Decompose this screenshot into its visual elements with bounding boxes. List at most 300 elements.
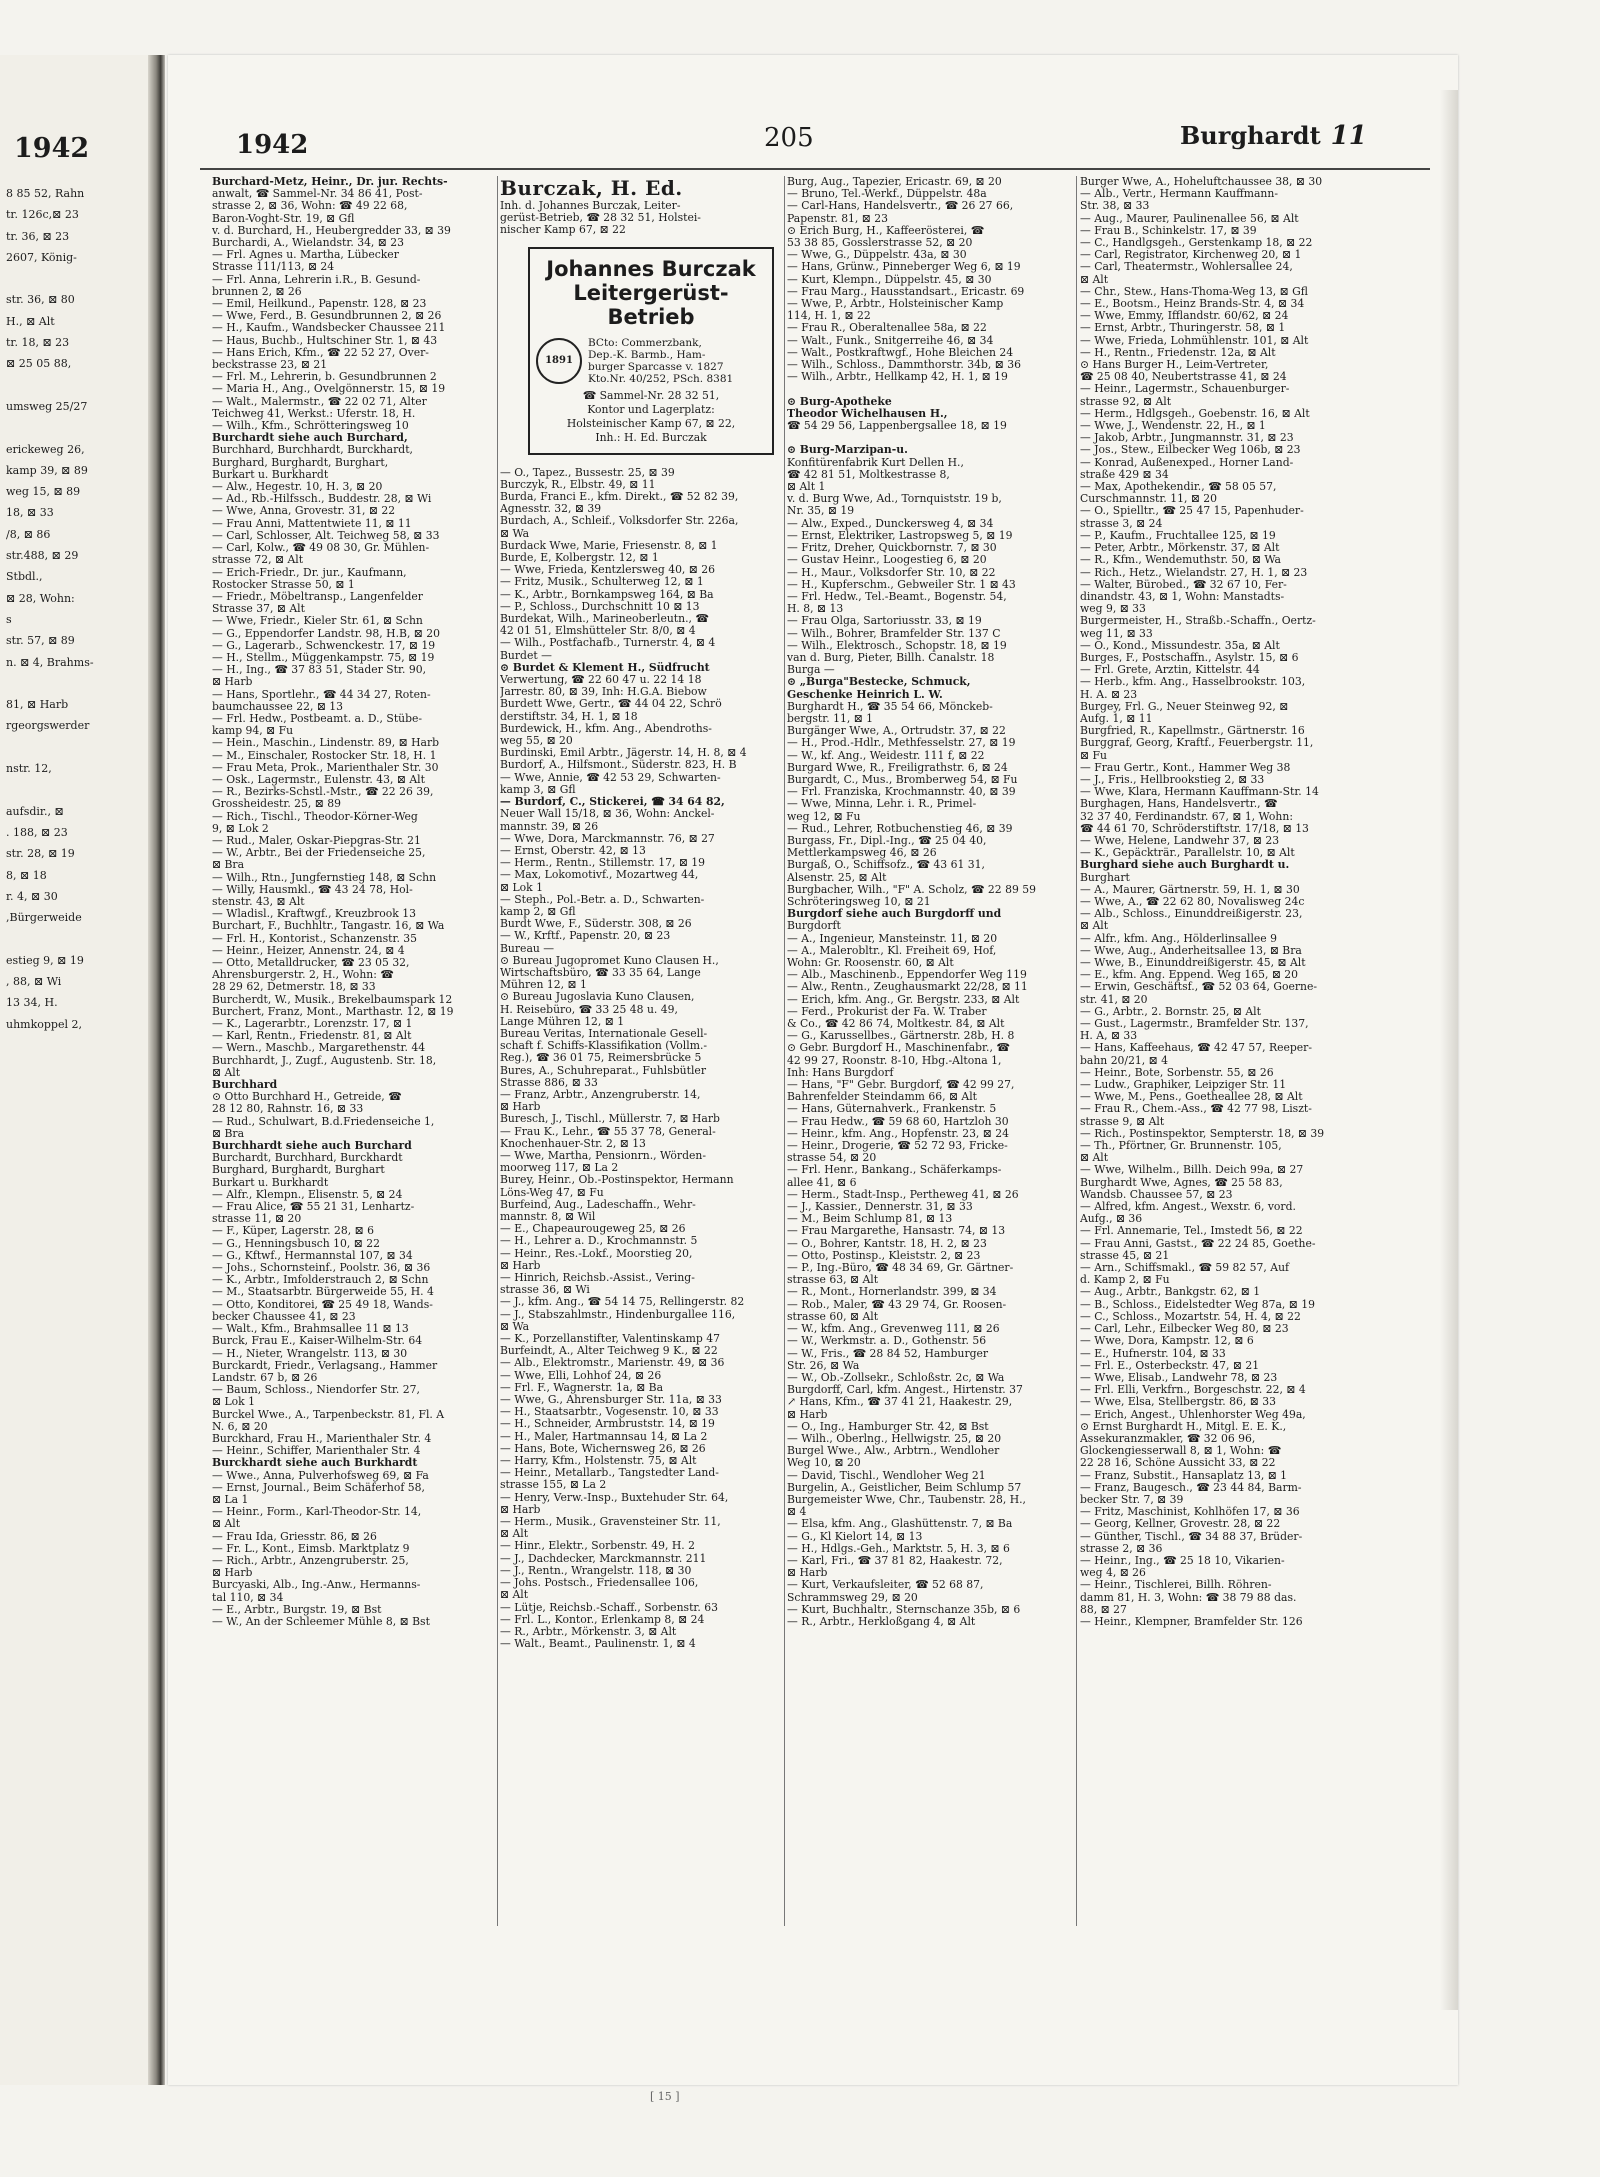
directory-entry-line: 28 29 62, Detmerstr. 18, ⊠ 33 [212, 981, 376, 994]
directory-entry-line: — Hinrich, Reichsb.-Assist., Vering- [500, 1272, 695, 1285]
directory-entry-line: Burchardi, A., Wielandstr. 34, ⊠ 23 [212, 237, 405, 250]
directory-entry-line: — Wwe, G., Düppelstr. 43a, ⊠ 30 [787, 249, 967, 262]
directory-entry-line: strasse 11, ⊠ 20 [212, 1213, 302, 1226]
directory-entry-line: Burgbacher, Wilh., "F" A. Scholz, ☎ 22 89 59 [787, 883, 1036, 896]
directory-entry-line: 53 38 85, Gosslerstrasse 52, ⊠ 20 [787, 237, 973, 250]
directory-entry-line: Wirtschaftsbüro, ☎ 33 35 64, Lange [500, 966, 701, 979]
ad-phone: ☎ Sammel-Nr. 28 32 51, [582, 388, 720, 402]
directory-entry-line: Burfeindt, A., Alter Teichweg 9 K., ⊠ 22 [500, 1345, 718, 1358]
directory-entry-line: Burckhardt siehe auch Burkhardt [212, 1457, 418, 1470]
directory-entry-line: — Kurt, Buchhaltr., Sternschanze 35b, ⊠ 6 [787, 1603, 1021, 1616]
directory-entry-line: Burckardt, Friedr., Verlagsang., Hammer [212, 1359, 438, 1372]
directory-entry-line: — H., Rentn., Friedenstr. 12a, ⊠ Alt [1080, 346, 1276, 359]
directory-entry-line: — Otto, Postinsp., Kleiststr. 2, ⊠ 23 [787, 1249, 981, 1262]
directory-entry-line: kamp 39, ⊠ 89 [6, 463, 88, 477]
directory-entry-line: — Otto, Metalldrucker, ☎ 23 05 32, [212, 957, 410, 969]
directory-entry-line: — Th., Pförtner, Gr. Brunnenstr. 105, [1080, 1140, 1282, 1153]
directory-entry-line: Burchardt siehe auch Burchard, [212, 432, 408, 445]
directory-entry-line: — P., Schloss., Durchschnitt 10 ⊠ 13 [500, 600, 700, 613]
directory-entry-line: ⊠ Alt 1 [787, 481, 826, 494]
directory-entry-line: Burgardt, C., Mus., Bromberweg 54, ⊠ Fu [787, 773, 1018, 786]
directory-entry-line: Verwertung, ☎ 22 60 47 u. 22 14 18 [500, 674, 702, 687]
directory-entry-line: — Wilh., Arbtr., Hellkamp 42, H. 1, ⊠ 19 [787, 371, 1008, 384]
directory-entry-line: ⊠ Bra [212, 859, 245, 872]
directory-entry-line: — Wilh., Kfm., Schrötteringsweg 10 [212, 420, 409, 433]
directory-entry-line: — Wwe, Frieda, Lohmühlenstr. 101, ⊠ Alt [1080, 334, 1309, 347]
directory-entry-line: — H., Kaufm., Wandsbecker Chaussee 211 [212, 322, 446, 335]
directory-entry-line: — Alw., Rentn., Zeughausmarkt 22/28, ⊠ 11 [787, 981, 1028, 994]
directory-entry-line: — F., Küper, Lagerstr. 28, ⊠ 6 [212, 1225, 374, 1238]
directory-entry-line: strasse 45, ⊠ 21 [1080, 1249, 1170, 1262]
header-year: 1942 [236, 130, 309, 160]
directory-entry-line: — Frau Alice, ☎ 55 21 31, Lenhartz- [212, 1201, 415, 1214]
directory-entry-line: — G., Kl Kielort 14, ⊠ 13 [787, 1530, 923, 1543]
directory-entry-line: — Osk., Lagermstr., Eulenstr. 43, ⊠ Alt [212, 773, 425, 786]
directory-entry-line: ⊙ Otto Burchhard H., Getreide, ☎ [212, 1091, 402, 1104]
directory-entry-line: 81, ⊠ Harb [6, 698, 69, 712]
directory-entry-line: ⊠ Alt [212, 1066, 241, 1079]
directory-entry-line: ⊙ Burg-Marzipan-u. [787, 444, 908, 457]
directory-entry-line: — Rob., Maler, ☎ 43 29 74, Gr. Roosen- [787, 1298, 1007, 1311]
directory-entry-line: — Ad., Rb.-Hilfssch., Buddestr. 28, ⊠ Wi [212, 493, 432, 506]
directory-entry-line: ⊠ Harb [787, 1408, 828, 1421]
directory-entry-line: — Wilh., Bohrer, Bramfelder Str. 137 C [787, 627, 1001, 640]
directory-entry-line: — Heinr., kfm. Ang., Hopfenstr. 23, ⊠ 24 [787, 1127, 1010, 1140]
directory-entry-line: — J., kfm. Ang., ☎ 54 14 75, Rellingerstr. 82 [500, 1296, 745, 1309]
directory-entry-line: — J., Rentn., Wrangelstr. 118, ⊠ 30 [500, 1564, 692, 1577]
directory-entry-line: Burdorf, A., Hilfsmont., Süderstr. 823, H. B [500, 759, 737, 772]
directory-entry-line: — A., Ingenieur, Mansteinstr. 11, ⊠ 20 [787, 932, 998, 945]
directory-entry-line: — K., Arbtr., Imfolderstrauch 2, ⊠ Schn [212, 1274, 429, 1287]
directory-entry-line: — Arn., Schiffsmakl., ☎ 59 82 57, Auf [1080, 1262, 1290, 1275]
directory-entry-line: — G., Henningsbusch 10, ⊠ 22 [212, 1237, 380, 1250]
directory-entry-line: — Georg, Kellner, Grovestr. 28, ⊠ 22 [1080, 1518, 1281, 1531]
directory-entry-line: — Frau Margarethe, Hansastr. 74, ⊠ 13 [787, 1225, 1006, 1238]
directory-entry-line: weg 12, ⊠ Fu [787, 810, 861, 823]
directory-entry-line: bergstr. 11, ⊠ 1 [787, 712, 874, 725]
directory-entry-line: N. 6, ⊠ 20 [212, 1420, 268, 1433]
directory-entry-line: — Aug., Arbtr., Bankgstr. 62, ⊠ 1 [1080, 1286, 1261, 1299]
directory-entry-line: — R., Bezirks-Schstl.-Mstr., ☎ 22 26 39, [212, 786, 434, 799]
directory-entry-line: brunnen 2, ⊠ 26 [212, 285, 302, 298]
directory-entry-line: bahn 20/21, ⊠ 4 [1080, 1054, 1169, 1067]
directory-entry-line: ⊠ Harb [500, 1503, 541, 1516]
directory-entry-line: — Wwe, Aug., Anderheitsallee 13, ⊠ Bra [1080, 944, 1302, 957]
directory-entry-line: Burcherdt, W., Musik., Brekelbaumspark 12 [212, 993, 453, 1006]
directory-entry-line: Aufg. 1, ⊠ 11 [1080, 712, 1153, 725]
directory-entry-line: becker Chaussee 41, ⊠ 23 [212, 1310, 356, 1323]
directory-entry-line: ⊠ Alt [1080, 273, 1109, 286]
directory-entry-line: ⊠ Alt [500, 1528, 529, 1541]
ad-bank-line: BCto: Commerzbank, [588, 336, 702, 349]
ad-bank-line: Kto.Nr. 40/252, PSch. 8381 [588, 372, 734, 385]
directory-entry-line: — Rud., Schulwart, B.d.Friedenseiche 1, [212, 1115, 435, 1128]
directory-entry-line: ⊠ Alt [500, 1589, 529, 1602]
directory-entry-line: — Johs., Schornsteinf., Poolstr. 36, ⊠ 36 [212, 1262, 431, 1275]
directory-entry-line: Burcyaski, Alb., Ing.-Anw., Hermanns- [212, 1579, 421, 1592]
directory-entry-line: ⊙ Hans Burger H., Leim-Vertreter, [1080, 359, 1269, 372]
directory-entry-line: ⊠ Wa [500, 1320, 530, 1333]
directory-entry-line: — Frl. Agnes u. Martha, Lübecker [212, 249, 399, 262]
directory-entry-line: Konfitürenfabrik Kurt Dellen H., [787, 456, 964, 469]
directory-entry-line: — M., Staatsarbtr. Bürgerweide 55, H. 4 [212, 1286, 434, 1299]
directory-entry-line: Mettlerkampsweg 46, ⊠ 26 [787, 847, 937, 860]
directory-entry-line: — Fr. L., Kont., Eimsb. Marktplatz 9 [212, 1542, 410, 1555]
directory-entry-line: — Hans, Güternahverk., Frankenstr. 5 [787, 1103, 997, 1116]
directory-entry-line: Burchart, F., Buchhltr., Tangastr. 16, ⊠ Wa [212, 920, 445, 933]
directory-entry-line: tr. 18, ⊠ 23 [6, 336, 70, 350]
directory-entry-line: — Hans, Sportlehr., ☎ 44 34 27, Roten- [212, 688, 431, 701]
directory-entry-line: Landstr. 67 b, ⊠ 26 [212, 1371, 318, 1384]
directory-entry-line: str.488, ⊠ 29 [6, 549, 79, 563]
directory-entry-line: — Heinr., Lagermstr., Schauenburger- [1080, 383, 1290, 396]
directory-entry-line: — Heinr., Metallarb., Tangstedter Land- [500, 1467, 719, 1480]
column-divider [1076, 176, 1077, 1926]
directory-entry-line: — Wern., Maschb., Margarethenstr. 44 [212, 1042, 426, 1055]
directory-entry-line: — R., Arbtr., Mörkenstr. 3, ⊠ Alt [500, 1625, 677, 1638]
directory-entry-line: — Walt., Funk., Snitgerreihe 46, ⊠ 34 [787, 334, 994, 347]
directory-entry-line: — Fritz, Maschinist, Kohlhöfen 17, ⊠ 36 [1080, 1506, 1300, 1519]
running-title [1180, 121, 1367, 151]
directory-entry-line: — Hinr., Elektr., Sorbenstr. 49, H. 2 [500, 1540, 695, 1553]
directory-entry-line: — A., Malerobltr., Kl. Freiheit 69, Hof, [787, 944, 997, 957]
directory-entry-line: 22 28 16, Schöne Aussicht 33, ⊠ 22 [1080, 1457, 1276, 1470]
directory-entry-line: Strasse 37, ⊠ Alt [212, 603, 305, 616]
directory-entry-line: — C., Handlgsgeh., Gerstenkamp 18, ⊠ 22 [1080, 237, 1313, 250]
directory-entry-line: Burfeind, Aug., Ladeschaffn., Wehr- [500, 1198, 696, 1211]
directory-entry-line: — Walt., Kfm., Brahmsallee 11 ⊠ 13 [212, 1323, 409, 1336]
directory-entry-line: Mühren 12, ⊠ 1 [500, 979, 587, 992]
directory-entry-line: Burckhard, Frau H., Marienthaler Str. 4 [212, 1432, 432, 1445]
directory-entry-line: rgeorgswerder [6, 719, 90, 733]
directory-entry-line: — Wwe, Martha, Pensionrn., Wörden- [500, 1149, 706, 1162]
previous-page-year: 1942 [14, 133, 90, 164]
directory-entry-line: Burgemeister Wwe, Chr., Taubenstr. 28, H., [787, 1493, 1026, 1506]
directory-entry-line: Burdt Wwe, F., Süderstr. 308, ⊠ 26 [500, 918, 692, 931]
directory-entry-line: — Franz, Arbtr., Anzengruberstr. 14, [500, 1088, 701, 1101]
directory-entry-line: — Frl. E., Osterbeckstr. 47, ⊠ 21 [1080, 1359, 1260, 1372]
directory-entry-line: — Wwe, Emmy, Ifflandstr. 60/62, ⊠ 24 [1080, 310, 1289, 323]
directory-entry-line: ⊠ Alt [212, 1518, 241, 1531]
directory-entry-line: Burggraf, Georg, Kraftf., Feuerbergstr. 11, [1080, 737, 1314, 750]
directory-entry-line: — Frl. Hedw., Postbeamt. a. D., Stübe- [212, 712, 423, 725]
directory-entry-line: ☎ 44 61 70, Schröderstiftstr. 17/18, ⊠ 13 [1080, 822, 1309, 835]
directory-entry-line: strasse 3, ⊠ 24 [1080, 517, 1163, 530]
directory-entry-line: str. 28, ⊠ 19 [6, 847, 75, 861]
column-4 [1080, 176, 1368, 1628]
directory-entry-line: — Hein., Maschin., Lindenstr. 89, ⊠ Harb [212, 737, 440, 750]
directory-entry-line: — Alb., Vertr., Hermann Kauffmann- [1080, 188, 1278, 201]
directory-entry-line: Bureau — [500, 942, 555, 955]
directory-entry-line: — Frl. Hedw., Tel.-Beamt., Bogenstr. 54, [787, 590, 1007, 603]
directory-entry-line: — H., Hdlgs.-Geh., Marktstr. 5, H. 3, ⊠ 6 [787, 1542, 1010, 1555]
directory-entry-line: 8, ⊠ 18 [6, 868, 47, 882]
ad-company-trade: Leitergerüst-Betrieb [573, 280, 729, 329]
directory-entry-line: Agnesstr. 32, ⊠ 39 [500, 503, 602, 516]
directory-entry-line: Str. 26, ⊠ Wa [787, 1359, 860, 1372]
directory-entry-line: — G., Karussellbes., Gärtnerstr. 28b, H. 8 [787, 1030, 1015, 1043]
directory-entry-line: derstiftstr. 34, H. 1, ⊠ 18 [500, 710, 638, 723]
directory-entry-line: schaft f. Schiffs-Klassifikation (Vollm.- [500, 1040, 708, 1053]
directory-entry-line: tr. 36, ⊠ 23 [6, 229, 70, 243]
directory-entry-line: Burdinski, Emil Arbtr., Jägerstr. 14, H. 8, ⊠ 4 [500, 747, 747, 760]
directory-entry-line: — Frl. F., Wagnerstr. 1a, ⊠ Ba [500, 1381, 664, 1394]
directory-entry-line: — P., Kaufm., Fruchtallee 125, ⊠ 19 [1080, 529, 1276, 542]
directory-entry-line: Str. 38, ⊠ 33 [1080, 200, 1150, 213]
directory-entry-line: — W., kfm. Ang., Grevenweg 111, ⊠ 26 [787, 1323, 1000, 1336]
directory-entry-line: — Alw., Hegestr. 10, H. 3, ⊠ 20 [212, 481, 383, 494]
directory-entry-line: /8, ⊠ 86 [6, 527, 51, 541]
directory-entry-line: Assekuranzmakler, ☎ 32 06 96, [1080, 1432, 1256, 1445]
directory-entry-line [6, 737, 146, 758]
ad-bank-line: burger Sparcasse v. 1827 [588, 360, 724, 373]
directory-entry-line: Burczyk, R., Elbstr. 49, ⊠ 11 [500, 478, 656, 491]
directory-entry-line: H. Reisebüro, ☎ 33 25 48 u. 49, [500, 1003, 678, 1016]
directory-entry-line: — E., Arbtr., Burgstr. 19, ⊠ Bst [212, 1603, 382, 1616]
directory-entry-line: — Aug., Maurer, Paulinenallee 56, ⊠ Alt [1080, 212, 1299, 225]
directory-entry-line: — Heinr., Form., Karl-Theodor-Str. 14, [212, 1506, 422, 1519]
directory-entry-line: — Wwe, Anna, Grovestr. 31, ⊠ 22 [212, 505, 396, 518]
directory-entry-line: nstr. 12, [6, 762, 52, 776]
directory-entry-line: — Ernst, Journal., Beim Schäferhof 58, [212, 1481, 425, 1494]
directory-entry-line: — Wwe, B., Einunddreißigerstr. 45, ⊠ Alt [1080, 957, 1306, 969]
directory-entry-line: 28 12 80, Rahnstr. 16, ⊠ 33 [212, 1103, 364, 1116]
directory-entry-line: — Herb., kfm. Ang., Hasselbrookstr. 103, [1080, 676, 1306, 689]
directory-entry-line: — K., Porzellanstifter, Valentinskamp 47 [500, 1333, 720, 1346]
directory-entry-line: — W., An der Schleemer Mühle 8, ⊠ Bst [212, 1615, 430, 1628]
directory-entry-line: Schröteringsweg 10, ⊠ 21 [787, 895, 931, 908]
directory-entry-line: weg 11, ⊠ 33 [1080, 627, 1153, 640]
ad-owner: Inh.: H. Ed. Burczak [595, 430, 707, 444]
directory-entry-line: Wandsb. Chaussee 57, ⊠ 23 [1080, 1188, 1233, 1201]
directory-entry-line: v. d. Burg Wwe, Ad., Tornquiststr. 19 b, [787, 493, 1002, 506]
directory-entry-line: — Wwe, Dora, Kampstr. 12, ⊠ 6 [1080, 1335, 1254, 1348]
directory-entry-line: Baron-Voght-Str. 19, ⊠ Gfl [212, 212, 355, 225]
ad-seal-year: 1891 [545, 354, 573, 366]
directory-entry-line: — Walter, Bürobed., ☎ 32 67 10, Fer- [1080, 578, 1287, 591]
directory-entry-line: — O., Kond., Missundestr. 35a, ⊠ Alt [1080, 639, 1280, 652]
directory-entry-line: — Rud., Lehrer, Rotbuchenstieg 46, ⊠ 39 [787, 822, 1013, 835]
directory-entry-line: ⊠ Alt [1080, 920, 1109, 933]
directory-entry-line: Burkart u. Burkhardt [212, 468, 329, 481]
directory-entry-line: Burg, Aug., Tapezier, Ericastr. 69, ⊠ 20 [787, 176, 1002, 188]
directory-entry-line: — Karl, Fri., ☎ 37 81 82, Haakestr. 72, [787, 1554, 1003, 1567]
directory-entry-line: — R., Kfm., Wendemuthstr. 50, ⊠ Wa [1080, 554, 1281, 567]
directory-entry-line: estieg 9, ⊠ 19 [6, 953, 84, 967]
directory-entry-line: Burghard siehe auch Burghardt u. [1080, 859, 1290, 872]
directory-entry-line: — Fritz, Dreher, Quickbornstr. 7, ⊠ 30 [787, 542, 997, 555]
directory-entry-line: — C., Schloss., Mozartstr. 54, H. 4, ⊠ 22 [1080, 1310, 1301, 1323]
directory-entry-line: strasse 60, ⊠ Alt [787, 1310, 879, 1323]
directory-entry-line: — W., Fris., ☎ 28 84 52, Hamburger [787, 1347, 989, 1360]
directory-entry-line: weg 55, ⊠ 20 [500, 735, 573, 748]
directory-entry-line: str. 41, ⊠ 20 [1080, 993, 1148, 1006]
directory-entry-line: — Wwe, Elisab., Landwehr 78, ⊠ 23 [1080, 1371, 1278, 1384]
directory-entry-line: — Henry, Verw.-Insp., Buxtehuder Str. 64, [500, 1491, 729, 1504]
directory-entry-line: Löns-Weg 47, ⊠ Fu [500, 1186, 604, 1199]
directory-entry-line: — J., Stabszahlmstr., Hindenburgallee 116, [500, 1308, 736, 1321]
directory-entry-line: Burgey, Frl. G., Neuer Steinweg 92, ⊠ [1080, 700, 1289, 713]
directory-entry-line: — Hans Erich, Kfm., ☎ 22 52 27, Over- [212, 346, 429, 359]
directory-entry-line: strasse 36, ⊠ Wi [500, 1284, 590, 1297]
directory-entry-line: ⊠ Wa [500, 527, 530, 540]
directory-entry-line: — W., kf. Ang., Weidestr. 111 f, ⊠ 22 [787, 749, 985, 762]
directory-entry-line: — Frl. L., Kontor., Erlenkamp 8, ⊠ 24 [500, 1613, 705, 1626]
directory-entry-line: Burgdorff, Carl, kfm. Angest., Hirtenstr. 37 [787, 1384, 1023, 1397]
directory-entry-line: Strasse 886, ⊠ 33 [500, 1076, 598, 1089]
directory-entry-line: — M., Einschaler, Rostocker Str. 18, H. 1 [212, 749, 437, 762]
directory-entry-line: — Konrad, Außenexped., Horner Land- [1080, 456, 1294, 469]
directory-entry-line: strasse 92, ⊠ Alt [1080, 395, 1172, 408]
directory-entry-line: Burchert, Franz, Mont., Marthastr. 12, ⊠ 19 [212, 1005, 454, 1018]
directory-entry-line: — K., Arbtr., Bornkampsweg 164, ⊠ Ba [500, 588, 714, 601]
directory-entry-line: Burda, Franci E., kfm. Direkt., ☎ 52 82 39, [500, 491, 739, 504]
directory-entry-line: — Walt., Beamt., Paulinenstr. 1, ⊠ 4 [500, 1638, 696, 1651]
directory-entry-line: — Heinr., Res.-Lokf., Moorstieg 20, [500, 1247, 693, 1260]
directory-entry-line: 2607, König- [6, 250, 77, 264]
directory-entry-line: — Frl. Grete, Arztin, Kittelstr. 44 [1080, 664, 1260, 677]
directory-entry-line: Burckel Wwe., A., Tarpenbeckstr. 81, Fl. A [212, 1408, 445, 1421]
directory-entry-line: — Heinr., Bote, Sorbenstr. 55, ⊠ 26 [1080, 1066, 1274, 1079]
ad-bank-line: Dep.-K. Barmb., Ham- [588, 348, 706, 361]
directory-entry-line: — Günther, Tischl., ☎ 34 88 37, Brüder- [1080, 1530, 1303, 1543]
directory-entry-line: — Johs. Postsch., Friedensallee 106, [500, 1577, 699, 1590]
page-edge-shadow [1440, 90, 1458, 2010]
directory-entry-line: Burdewick, H., kfm. Ang., Abendroths- [500, 722, 712, 735]
directory-entry-line: — Walt., Postkraftwgf., Hohe Bleichen 24 [787, 346, 1014, 359]
directory-entry-line: — Otto, Konditorei, ☎ 25 49 18, Wands- [212, 1298, 433, 1311]
directory-entry-line: Reg.), ☎ 36 01 75, Reimersbrücke 5 [500, 1052, 702, 1065]
directory-entry-line: ⊠ Alt [1080, 1152, 1109, 1165]
directory-entry-line: — Wilh., Postfachafb., Turnerstr. 4, ⊠ 4 [500, 637, 716, 650]
directory-entry-line: — Frau K., Lehr., ☎ 55 37 78, General- [500, 1125, 716, 1138]
advertisement-box [528, 247, 774, 455]
directory-entry-line: — A., Maurer, Gärtnerstr. 59, H. 1, ⊠ 30 [1080, 883, 1300, 896]
directory-entry-line: — J., Fris., Hellbrookstieg 2, ⊠ 33 [1080, 773, 1265, 786]
directory-entry-line: — Frau Anni, Mattentwiete 11, ⊠ 11 [212, 517, 412, 530]
directory-entry-line: — Alb., Elektromstr., Marienstr. 49, ⊠ 36 [500, 1357, 725, 1370]
directory-entry-line: — Wwe, Frieda, Kentzlersweg 40, ⊠ 26 [500, 564, 716, 577]
directory-entry-line: Theodor Wichelhausen H., [787, 407, 948, 420]
directory-entry-line: Burey, Heinr., Ob.-Postinspektor, Hermann [500, 1174, 734, 1187]
directory-entry-line: — Wwe, Elsa, Stellbergstr. 86, ⊠ 33 [1080, 1396, 1276, 1409]
directory-entry-line: — H., Ing., ☎ 37 83 51, Stader Str. 90, [212, 664, 427, 677]
directory-entry-line: — Frl. Anna, Lehrerin i.R., B. Gesund- [212, 273, 421, 286]
directory-entry-line: — Wwe, Annie, ☎ 42 53 29, Schwarten- [500, 771, 721, 784]
directory-entry-line: — G., Arbtr., 2. Bornstr. 25, ⊠ Alt [1080, 1005, 1261, 1018]
directory-entry-line: — Walt., Malermstr., ☎ 22 02 71, Alter [212, 395, 427, 408]
column-2 [500, 176, 785, 1650]
directory-entry-line: — O., Tapez., Bussestr. 25, ⊠ 39 [500, 466, 675, 479]
directory-entry-line: anwalt, ☎ Sammel-Nr. 34 86 41, Post- [212, 188, 423, 201]
directory-entry-line: — Wwe, Friedr., Kieler Str. 61, ⊠ Schn [212, 615, 423, 628]
directory-entry-line [787, 432, 1071, 444]
directory-entry-line: — M., Beim Schlump 81, ⊠ 13 [787, 1213, 953, 1226]
directory-entry-line: ⊠ Lok 1 [500, 881, 543, 894]
directory-entry-line: — Ernst, Elektriker, Lastropsweg 5, ⊠ 19 [787, 529, 1013, 542]
ad-body [536, 337, 766, 385]
directory-entry-line: — Erich, Angest., Uhlenhorster Weg 49a, [1080, 1408, 1306, 1421]
directory-entry-line: — Herm., Rentn., Stillemstr. 17, ⊠ 19 [500, 857, 706, 870]
directory-entry-line: — H., Kupferschm., Gebweiler Str. 1 ⊠ 43 [787, 578, 1016, 591]
directory-entry-line: Bures, A., Schuhreparat., Fuhlsbütler [500, 1064, 706, 1077]
directory-entry-line: — Wwe, P., Arbtr., Holsteinischer Kamp [787, 298, 1004, 311]
directory-entry-line: — W., Krftf., Papenstr. 20, ⊠ 23 [500, 930, 671, 943]
directory-entry-line [6, 417, 146, 438]
directory-entry-line: stenstr. 43, ⊠ Alt [212, 895, 305, 908]
directory-entry-line: — Heinr., Klempner, Bramfelder Str. 126 [1080, 1615, 1303, 1628]
directory-entry-line: ⊠ La 1 [212, 1493, 249, 1506]
directory-entry-line: — W., Ob.-Zollsekr., Schloßstr. 2c, ⊠ Wa [787, 1371, 1005, 1384]
directory-entry-line: becker Str. 7, ⊠ 39 [1080, 1493, 1184, 1506]
directory-entry-line: dinandstr. 43, ⊠ 1, Wohn: Manstadts- [1080, 590, 1285, 603]
directory-entry-line: — Frau Meta, Prok., Marienthaler Str. 30 [212, 761, 439, 774]
directory-entry-line: — Hans, Kaffeehaus, ☎ 42 47 57, Reeper- [1080, 1042, 1312, 1055]
directory-entry-line: Burgaß, O., Schiffsofz., ☎ 43 61 31, [787, 859, 985, 872]
directory-entry-line: — Max, Lokomotivf., Mozartweg 44, [500, 869, 699, 882]
directory-entry-line: — Kurt, Verkaufsleiter, ☎ 52 68 87, [787, 1579, 984, 1592]
directory-entry-line: — R., Mont., Hornerlandstr. 399, ⊠ 34 [787, 1286, 997, 1299]
directory-entry-line: allee 41, ⊠ 6 [787, 1176, 857, 1189]
directory-entry-line: — Wwe, Helene, Landwehr 37, ⊠ 23 [1080, 834, 1280, 847]
directory-entry-line: ⊠ 4 [787, 1506, 807, 1519]
directory-entry-line: — Frau Olga, Sartoriusstr. 33, ⊠ 19 [787, 615, 982, 628]
directory-entry-line: ⊙ „Burga"Bestecke, Schmuck, [787, 676, 971, 689]
directory-entry-line: — K., Lagerarbtr., Lorenzstr. 17, ⊠ 1 [212, 1018, 413, 1031]
directory-entry-line: Burga — [787, 664, 835, 677]
directory-entry-line: — Herm., Musik., Gravensteiner Str. 11, [500, 1516, 721, 1529]
directory-entry-line: Stbdl., [6, 570, 43, 584]
directory-entry-line: strasse 54, ⊠ 20 [787, 1152, 877, 1165]
directory-entry-line: — Wwe, Klara, Hermann Kauffmann-Str. 14 [1080, 786, 1319, 799]
directory-entry-line: ⊠ Fu [1080, 749, 1107, 762]
directory-entry-line: — Wwe, Elli, Lohhof 24, ⊠ 26 [500, 1369, 662, 1382]
directory-entry-line: — Carl, Theatermstr., Wohlersallee 24, [1080, 261, 1293, 274]
directory-entry-line: Geschenke Heinrich L. W. [787, 688, 943, 701]
directory-entry-line: — Erwin, Geschäftsf., ☎ 52 03 64, Goerne- [1080, 981, 1318, 994]
directory-entry-line: ⊠ Harb [212, 676, 253, 689]
directory-entry-line: Burgass, Fr., Dipl.-Ing., ☎ 25 04 40, [787, 834, 987, 847]
directory-entry-line: — Lütje, Reichsb.-Schaff., Sorbenstr. 63 [500, 1601, 718, 1614]
directory-entry-line [6, 268, 146, 289]
directory-entry-line: — Heinr., Tischlerei, Billh. Röhren- [1080, 1579, 1272, 1592]
directory-entry-line: — K., Gepäckträr., Parallelstr. 10, ⊠ Alt [1080, 847, 1295, 860]
directory-entry-line: — Wwe, Dora, Marckmannstr. 76, ⊠ 27 [500, 832, 715, 845]
directory-entry-line: Burghard, Burghardt, Burghart [212, 1164, 385, 1177]
directory-entry-line: kamp 3, ⊠ Gfl [500, 783, 576, 796]
directory-entry-line: — Carl, Kolw., ☎ 49 08 30, Gr. Mühlen- [212, 542, 430, 555]
directory-entry-line: Burghagen, Hans, Handelsvertr., ☎ [1080, 798, 1278, 811]
directory-entry-line: — Frl. Elli, Verkfrn., Borgeschstr. 22, ⊠ 4 [1080, 1384, 1306, 1397]
directory-entry-line: — Harry, Kfm., Holstenstr. 75, ⊠ Alt [500, 1455, 697, 1468]
directory-entry-line: — Alb., Maschinenb., Eppendorfer Weg 119 [787, 969, 1027, 982]
directory-entry-line: & Co., ☎ 42 86 74, Moltkestr. 84, ⊠ Alt [787, 1018, 1005, 1031]
directory-entry-line: — Alfr., kfm. Ang., Hölderlinsallee 9 [1080, 932, 1278, 945]
directory-entry-line: — Alfred, kfm. Angest., Wexstr. 6, vord. [1080, 1201, 1296, 1214]
directory-entry-line: — G., Eppendorfer Landstr. 98, H.B, ⊠ 20 [212, 627, 441, 640]
directory-entry-line: — W., Werkmstr. a. D., Gothenstr. 56 [787, 1335, 987, 1348]
directory-entry-line: Burchardt, Burchhard, Burckhardt [212, 1152, 403, 1165]
directory-entry-line: Burgermeister, H., Straßb.-Schaffn., Oertz- [1080, 615, 1316, 628]
directory-entry-line: Burdack Wwe, Marie, Friesenstr. 8, ⊠ 1 [500, 539, 718, 552]
directory-entry-line: Burges, F., Postschaffn., Asylstr. 15, ⊠ 6 [1080, 651, 1299, 664]
directory-entry-line: Burkart u. Burkhardt [212, 1176, 329, 1189]
directory-entry-line: 13 34, H. [6, 996, 58, 1010]
directory-entry-line: — Wwe., Anna, Pulverhofsweg 69, ⊠ Fa [212, 1469, 429, 1482]
directory-entry-line: H. 8, ⊠ 13 [787, 603, 844, 616]
directory-entry-line: ☎ 25 08 40, Neubertstrasse 41, ⊠ 24 [1080, 371, 1287, 384]
directory-entry-line: — Alb., Schloss., Einunddreißigerstr. 23, [1080, 908, 1303, 921]
